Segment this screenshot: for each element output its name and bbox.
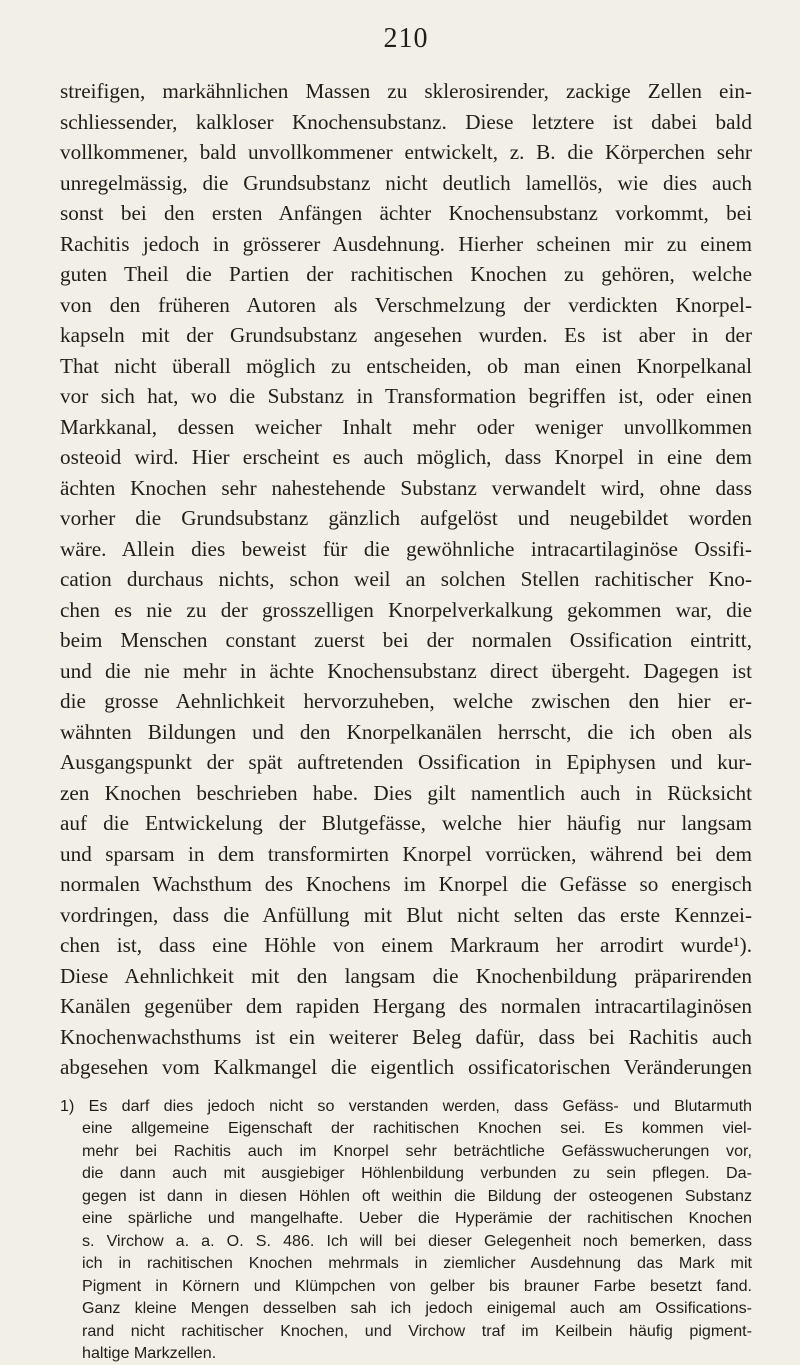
footnote-line: gegen ist dann in diesen Höhlen oft weithin die Bildung der osteogenen Substanz xyxy=(82,1186,752,1205)
footnote-line: rand nicht rachitischer Knochen, und Virchow traf im Keilbein häufig pigment- xyxy=(82,1321,752,1340)
page-number: 210 xyxy=(383,23,429,54)
body-text-line: und sparsam in dem transformirten Knorpel vorrücken, während bei dem xyxy=(60,841,752,866)
body-text-line: guten Theil die Partien der rachitischen Knochen zu gehören, welche xyxy=(60,262,752,286)
body-text-line: streifigen, markähnlichen Massen zu sklerosirender, zackige Zellen ein- xyxy=(60,79,752,103)
footnote-line: 1) Es darf dies jedoch nicht so verstanden werden, dass Gefäss- und Blutarmuth xyxy=(60,1096,752,1115)
body-text-line: schliessender, kalkloser Knochensubstanz. Diese letztere ist dabei bald xyxy=(60,109,752,134)
footnote-line: eine spärliche und mangelhafte. Ueber die Hyperämie der rachitischen Knochen xyxy=(82,1209,752,1227)
footnotes xyxy=(60,1095,752,1365)
body-text-line: von den früheren Autoren als Verschmelzung der verdickten Knorpel- xyxy=(60,292,752,317)
body-text-line: ächten Knochen sehr nahestehende Substanz verwandelt wird, ohne dass xyxy=(60,475,752,500)
body-text-line: sonst bei den ersten Anfängen ächter Knochensubstanz vorkommt, bei xyxy=(60,201,752,225)
body-text-line: Kanälen gegenüber dem rapiden Hergang des normalen intracartilaginösen xyxy=(60,994,752,1018)
body-text-line: beim Menschen constant zuerst bei der normalen Ossification eintritt, xyxy=(60,628,752,652)
body-text-line: und die nie mehr in ächte Knochensubstanz direct übergeht. Dagegen ist xyxy=(60,658,752,683)
body-text-line: abgesehen vom Kalkmangel die eigentlich ossificatorischen Veränderungen xyxy=(60,1055,752,1079)
body-text-line: Knochenwachsthums ist ein weiterer Beleg dafür, dass bei Rachitis auch xyxy=(60,1024,752,1049)
body-text-line: vordringen, dass die Anfüllung mit Blut nicht selten das erste Kennzei- xyxy=(60,902,752,927)
body-text-line: chen es nie zu der grosszelligen Knorpelverkalkung gekommen war, die xyxy=(60,597,752,622)
body-text-line: unregelmässig, die Grundsubstanz nicht deutlich lamellös, wie dies auch xyxy=(60,170,752,195)
footnote-line: mehr bei Rachitis auch im Knorpel sehr beträchtliche Gefässwucherungen vor, xyxy=(82,1141,752,1160)
body-text-line: Rachitis jedoch in grösserer Ausdehnung. Hierher scheinen mir zu einem xyxy=(60,231,752,256)
footnote-line: haltige Markzellen. xyxy=(82,1344,217,1362)
footnote-line: Ganz kleine Mengen desselben sah ich jedoch einigemal auch am Ossifications- xyxy=(82,1299,752,1317)
footnote-line: die dann auch mit ausgiebiger Höhlenbildung verbunden zu sein pflegen. Da- xyxy=(82,1164,752,1182)
body-text-line: kapseln mit der Grundsubstanz angesehen wurden. Es ist aber in der xyxy=(60,323,752,347)
body-text-line: Markkanal, dessen weicher Inhalt mehr oder weniger unvollkommen xyxy=(60,414,752,439)
footnote-line: ich in rachitischen Knochen mehrmals in ziemlicher Ausdehnung das Mark mit xyxy=(82,1254,752,1272)
body-text-line: wähnten Bildungen und den Knorpelkanälen herrscht, die ich oben als xyxy=(60,719,752,744)
footnote-line: s. Virchow a. a. O. S. 486. Ich will bei dieser Gelegenheit noch bemerken, dass xyxy=(82,1231,752,1250)
body-text-line: That nicht überall möglich zu entscheiden, ob man einen Knorpelkanal xyxy=(60,353,752,378)
body-text-line: wäre. Allein dies beweist für die gewöhnliche intracartilaginöse Ossifi- xyxy=(60,536,752,561)
body-text-line: zen Knochen beschrieben habe. Dies gilt namentlich auch in Rücksicht xyxy=(60,780,752,805)
body-text-line: Diese Aehnlichkeit mit den langsam die Knochenbildung präparirenden xyxy=(60,963,752,988)
body-text-line: osteoid wird. Hier erscheint es auch möglich, dass Knorpel in eine dem xyxy=(60,445,752,469)
body-text-line: vollkommener, bald unvollkommener entwickelt, z. B. die Körperchen sehr xyxy=(60,140,752,164)
body-text-line: cation durchaus nichts, schon weil an solchen Stellen rachitischer Kno- xyxy=(60,567,752,591)
body-text-line: chen ist, dass eine Höhle von einem Markraum her arrodirt wurde¹). xyxy=(60,933,752,957)
body-text-line: vor sich hat, wo die Substanz in Transformation begriffen ist, oder einen xyxy=(60,384,752,408)
footnote-line: Pigment in Körnern und Klümpchen von gelber bis brauner Farbe besetzt fand. xyxy=(82,1276,752,1295)
body-text-line: auf die Entwickelung der Blutgefässe, welche hier häufig nur langsam xyxy=(60,811,752,835)
body-text-line: vorher die Grundsubstanz gänzlich aufgelöst und neugebildet worden xyxy=(60,506,752,530)
body-text-line: Ausgangspunkt der spät auftretenden Ossification in Epiphysen und kur- xyxy=(60,750,752,774)
body-text-line: normalen Wachsthum des Knochens im Knorpel die Gefässe so energisch xyxy=(60,872,752,896)
body-text xyxy=(60,76,752,1083)
body-text-line: die grosse Aehnlichkeit hervorzuheben, welche zwischen den hier er- xyxy=(60,689,752,713)
footnote-line: eine allgemeine Eigenschaft der rachitischen Knochen sei. Es kommen viel- xyxy=(82,1119,752,1137)
